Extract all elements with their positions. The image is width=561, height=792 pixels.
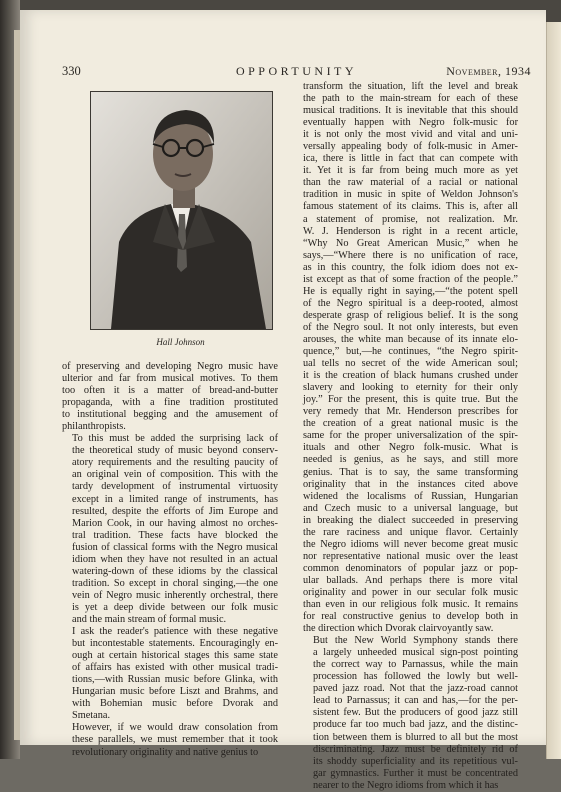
right-text-column — [303, 81, 518, 792]
text-line: ual tells no secret of the wide American soul; — [303, 358, 518, 370]
text-line: ular ballads. And perhaps there is more vital — [303, 574, 518, 586]
photo-caption: Hall Johnson — [156, 337, 205, 347]
text-line: watering-down of these idioms by the classical — [72, 565, 278, 577]
text-line: very remedy that Mr. Henderson prescribes for — [303, 406, 518, 418]
text-line: gar gymnastics. Further it must be concentrated — [313, 767, 518, 779]
text-line: to institutional begging and the amusement of — [62, 409, 278, 421]
text-line: with Bohemian music before Dvorak and — [72, 698, 278, 710]
text-line: But the New World Symphony stands there — [313, 635, 518, 647]
left-text-column — [62, 361, 278, 759]
text-line: the Negro idioms will never become great music — [303, 538, 518, 550]
text-line: and Czech music to a universal language, but — [303, 502, 518, 514]
text-line: atory requirements and the resulting paucity of — [72, 457, 278, 469]
text-line: resulted, despite the efforts of Jim Europe and — [72, 505, 278, 517]
text-line: ulterior and far from musical motives. To them — [62, 373, 278, 385]
text-line: ituals and other Negro folk-music. What is — [303, 442, 518, 454]
text-line: produce far too much bad jazz, and the distinc- — [313, 719, 518, 731]
text-line: procession has followed the lowly but well- — [313, 671, 518, 683]
text-line: a largely unheeded musical sign-post pointing — [313, 647, 518, 659]
text-line: it is not only the most vivid and vital and uni- — [303, 129, 518, 141]
text-line: transform the situation, lift the level and break — [303, 81, 518, 92]
right-column-paragraph — [303, 81, 518, 635]
text-line: its shoddy superficiality and its repetitious vul- — [313, 755, 518, 767]
text-line: needed is genius, as he says, and still more — [303, 454, 518, 466]
text-line: However, if we would draw consolation from — [72, 722, 278, 734]
text-line: vein of Negro music inherently orchestral, there — [72, 589, 278, 601]
text-line: desperate grasp of religious belief. It is the song — [303, 309, 518, 321]
text-line: slavery and looking to eternity for their only — [303, 382, 518, 394]
text-line: of preserving and developing Negro music have — [62, 361, 278, 372]
text-line: of the Negro spiritual is a deep-rooted, almost — [303, 297, 518, 309]
text-line: versally appealing body of folk-music in Amer- — [303, 141, 518, 153]
text-line: I ask the reader's patience with these negative — [72, 626, 278, 638]
text-line: sistent few. But the producers of good jazz still — [313, 707, 518, 719]
text-line: the path to the main-stream for each of these — [303, 93, 518, 105]
text-line: says,—“Where there is no unification of race, — [303, 249, 518, 261]
text-line: is yet a deep divide between our folk music — [72, 601, 278, 613]
text-line: the rare raciness and unique flavor. Certainly — [303, 526, 518, 538]
text-line: To this must be added the surprising lack of — [72, 433, 278, 445]
running-header — [62, 64, 531, 80]
text-line: tardy development of instrumental virtuosity — [72, 481, 278, 493]
text-line: paved jazz road. Not that the jazz-road cannot — [313, 683, 518, 695]
text-line: these parallels, we must remember that it took — [72, 734, 278, 746]
text-line: tion between them is blurred to all but the most — [313, 731, 518, 743]
text-line: the correct way to Parnassus, while the main — [313, 659, 518, 671]
text-line: for real constructive genius to develop both in — [303, 611, 518, 623]
text-line: joy.” For the present, this is quite true. But the — [303, 394, 518, 406]
text-line: the theoretical study of music beyond conserv- — [72, 445, 278, 457]
text-line: than even in our religious folk music. It remains — [303, 599, 518, 611]
text-line: an original vein of composition. This with the — [72, 469, 278, 481]
text-line: of affairs has existed with other musical tradi- — [72, 662, 278, 674]
text-line: quence,” but,—he continues, “the Negro spirit- — [303, 346, 518, 358]
text-line: but incontestable statements. Encouragingly en- — [72, 638, 278, 650]
left-column-paragraph — [62, 626, 278, 722]
text-line: the direction which Dvorak clairvoyantly saw. — [303, 623, 494, 635]
text-line: revolutionary originality and native genius to — [72, 746, 259, 758]
text-line: tradition. So except in choral singing,—the one — [72, 577, 278, 589]
text-line: than the raw material of a racial or national — [303, 177, 518, 189]
left-column-paragraph — [62, 361, 278, 433]
text-line: “Why No Great American Music,” when he — [303, 237, 518, 249]
text-line: Marion Cook, in our having almost no orches- — [72, 517, 278, 529]
right-column-paragraph — [303, 635, 518, 792]
text-line: and the main stream of formal music. — [72, 613, 227, 625]
text-line: philanthropists. — [62, 421, 126, 433]
text-line: discriminating. Jazz must be definitely rid of — [313, 743, 518, 755]
text-line: tradition in music in spite of Weldon Johnson's — [303, 189, 518, 201]
text-line: it. Yet it is far from being much more as yet — [303, 165, 518, 177]
text-line: Smetana. — [72, 710, 111, 722]
issue-date: November, 1934 — [446, 64, 531, 78]
text-line: tral tradition. These facts have blocked the — [72, 529, 278, 541]
text-line: nor representative national music over the least — [303, 550, 518, 562]
text-line: originality and power in our secular folk music — [303, 586, 518, 598]
text-line: arouses, the white man because of its innate elo- — [303, 333, 518, 345]
text-line: genius. That is to say, the same transforming — [303, 466, 518, 478]
text-line: musical traditions. It is inevitable that this should — [303, 105, 518, 117]
text-line: widened the localisms of Russian, Hungarian — [303, 490, 518, 502]
text-line: same for the proper universalization of the spir- — [303, 430, 518, 442]
text-line: eventually happen with Negro folk-music for — [303, 117, 518, 129]
text-line: ough at certain historical stages this same state — [72, 650, 278, 662]
text-line: the creation of a great national music is the — [303, 418, 518, 430]
text-line: idiom when they have not resulted in an actual — [72, 553, 278, 565]
text-line: Hungarian music before Liszt and Brahms, and — [72, 686, 278, 698]
text-line: ica, there is little in fact that can compete with — [303, 153, 518, 165]
text-line: ist except as that of some fraction of the people.” — [303, 273, 518, 285]
portrait-photo — [90, 91, 273, 330]
journal-title: OPPORTUNITY — [235, 64, 358, 78]
text-line: of the Negro soul. It not only interests, but even — [303, 321, 518, 333]
portrait-image — [91, 92, 272, 329]
facing-page-edge — [546, 22, 561, 759]
left-column-paragraph — [62, 433, 278, 626]
text-line: He is equally right in saying,—“the potent spell — [303, 285, 518, 297]
text-line: lead to Parnassus; it can and has,—for the per- — [313, 695, 518, 707]
text-line: it is the creation of black humans crushed under — [303, 370, 518, 382]
text-line: too often it is a matter of bread-and-butter — [62, 385, 278, 397]
page-number: 330 — [62, 64, 81, 78]
text-line: except in a limited range of instruments, has — [72, 493, 278, 505]
text-line: tions,—with Russian music before Glinka, with — [72, 674, 278, 686]
text-line: originality that in the instances cited above — [303, 478, 518, 490]
text-line: in breaking the dialect succeeded in preserving — [303, 514, 518, 526]
text-line: a statement of promise, not realization. Mr. — [303, 213, 518, 225]
text-line: common denominators of popular jazz or pop- — [303, 562, 518, 574]
text-line: as in this country, the folk idiom does not ex- — [303, 261, 518, 273]
text-line: propaganda, with a fine tradition prostituted — [62, 397, 278, 409]
text-line: famous statement of its claims. This is, after all — [303, 201, 518, 213]
left-column-paragraph — [62, 722, 278, 758]
text-line: W. J. Henderson is right in a recent article, — [303, 225, 518, 237]
text-line: fusion of classical forms with the Negro musical — [72, 541, 278, 553]
text-line: nearer to the Negro idioms from which it has — [313, 779, 499, 791]
